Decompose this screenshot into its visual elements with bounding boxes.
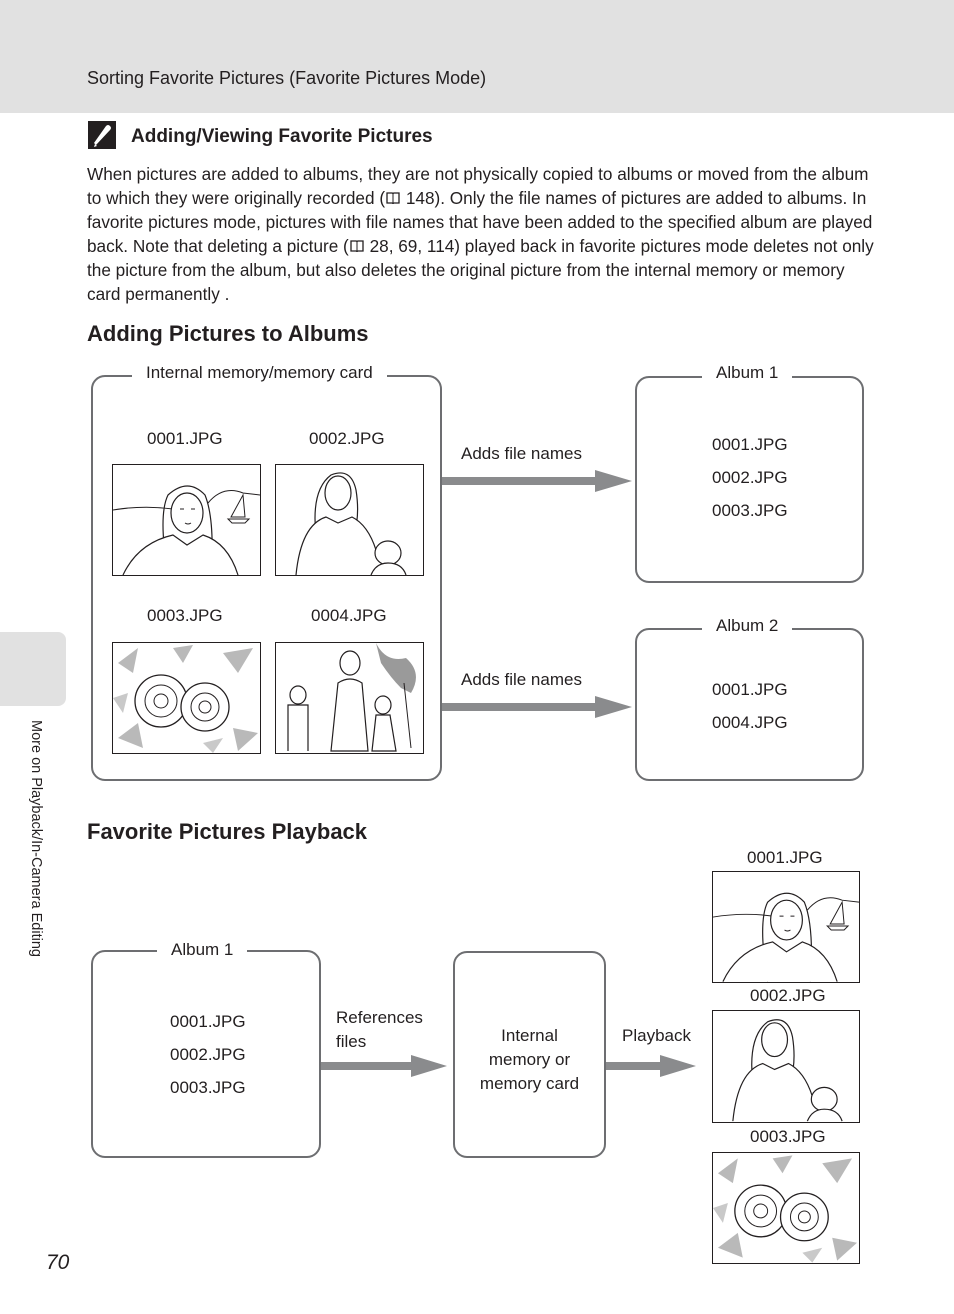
note-text-1: When pictures are added to albums, they are not physically copied to albums or moved from the album to which they were originally recorded (: [87, 164, 869, 208]
note-body: [87, 162, 877, 306]
references-label-line: References: [336, 1008, 423, 1027]
photo-thumbnail-family: [275, 642, 424, 754]
header-band: [0, 0, 954, 113]
played-photo-woman-child: [712, 1010, 860, 1123]
album-file: 0001.JPG: [712, 435, 788, 454]
photo-thumbnail-woman-child: [275, 464, 424, 576]
played-photo-filename: 0002.JPG: [750, 986, 826, 1005]
running-head: Sorting Favorite Pictures (Favorite Pictures Mode): [87, 68, 487, 88]
note-text-3: 28, 69, 114) played back in favorite pictures mode deletes not only the picture from the album, but also deletes the original picture from the internal memory or memory card permanently .: [87, 236, 874, 304]
photo-filename: 0004.JPG: [311, 606, 387, 625]
album-2-frame: [635, 628, 864, 781]
playback-label: Playback: [622, 1026, 691, 1045]
storage-label-line: memory or: [488, 1050, 571, 1069]
played-photo-filename: 0003.JPG: [750, 1127, 826, 1146]
played-photo-roses: [712, 1152, 860, 1264]
played-photo-filename: 0001.JPG: [747, 848, 823, 867]
source-frame-label: Internal memory/memory card: [132, 363, 387, 383]
album-file: 0001.JPG: [712, 680, 788, 699]
section-title-playback: Favorite Pictures Playback: [87, 819, 368, 844]
side-tab: [0, 632, 66, 706]
right-arrow-icon: [442, 470, 634, 492]
album-file: 0002.JPG: [170, 1045, 246, 1064]
album-file: 0001.JPG: [170, 1012, 246, 1031]
right-arrow-icon: [321, 1055, 449, 1077]
photo-filename: 0002.JPG: [309, 429, 385, 448]
photo-thumbnail-roses: [112, 642, 261, 754]
album-file: 0004.JPG: [712, 713, 788, 732]
photo-filename: 0001.JPG: [147, 429, 223, 448]
storage-label: [455, 1024, 604, 1096]
photo-thumbnail-woman-portrait: [112, 464, 261, 576]
album-file: 0003.JPG: [170, 1078, 246, 1097]
note-text-2: 148). Only the file names of pictures are added to albums. In favorite pictures mode, pictures with file names that have been added to the specified album are played back. Note that deleting a picture (: [87, 188, 873, 256]
references-label-line: files: [336, 1032, 367, 1051]
side-tab-label: More on Playback/In-Camera Editing: [28, 720, 44, 957]
album-file: 0003.JPG: [712, 501, 788, 520]
album-1-label: Album 1: [702, 363, 792, 383]
page-number: 70: [46, 1251, 70, 1274]
section-title-adding: Adding Pictures to Albums: [87, 321, 369, 346]
references-files-label: [336, 1006, 423, 1054]
playback-album-label: Album 1: [157, 940, 247, 960]
storage-label-line: memory card: [479, 1074, 580, 1093]
arrow-label-adds-file-names: Adds file names: [461, 670, 582, 689]
book-reference-icon: [350, 240, 364, 253]
right-arrow-icon: [442, 696, 634, 718]
storage-label-line: Internal: [501, 1026, 558, 1045]
album-2-label: Album 2: [702, 616, 792, 636]
right-arrow-icon: [606, 1055, 698, 1077]
photo-filename: 0003.JPG: [147, 606, 223, 625]
arrow-label-adds-file-names: Adds file names: [461, 444, 582, 463]
played-photo-woman-portrait: [712, 871, 860, 983]
note-title: Adding/Viewing Favorite Pictures: [131, 126, 433, 147]
pencil-note-icon: [87, 120, 117, 150]
book-reference-icon: [386, 192, 400, 205]
album-file: 0002.JPG: [712, 468, 788, 487]
